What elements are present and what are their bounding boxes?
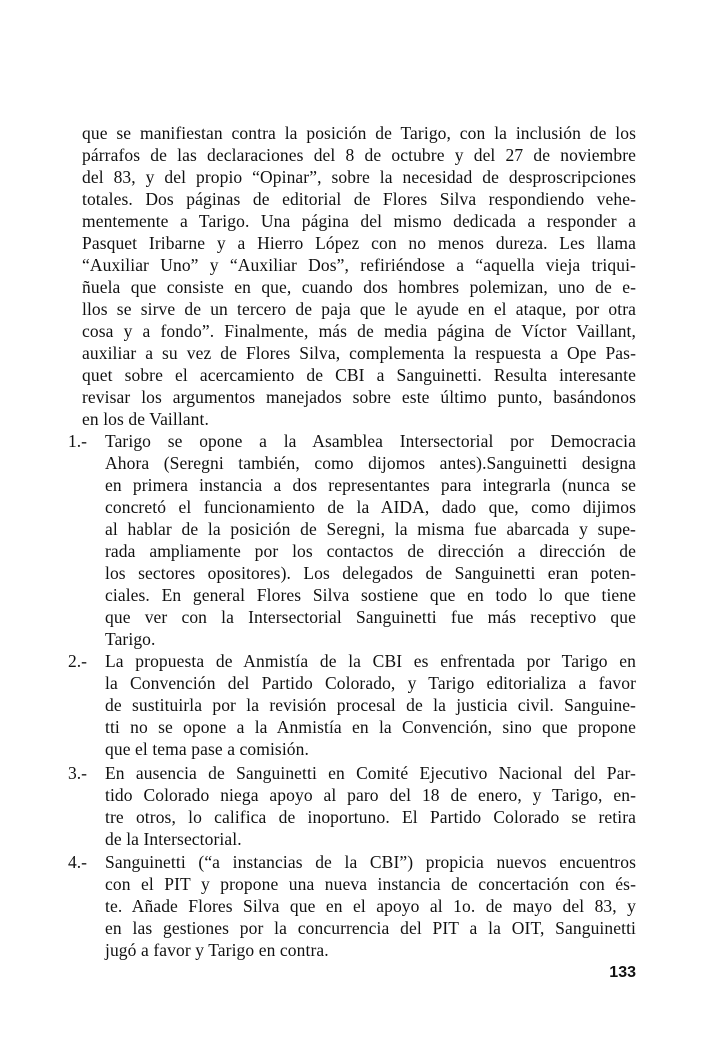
text-line: del 83, y del propio “Opinar”, sobre la necesidad de desproscripciones bbox=[82, 167, 636, 187]
text-line: párrafos de las declaraciones del 8 de octubre y del 27 de noviembre bbox=[82, 145, 636, 165]
text-line: revisar los argumentos manejados sobre este último punto, basándonos bbox=[82, 387, 636, 407]
text-line: tti no se opone a la Anmistía en la Convención, sino que propone bbox=[105, 717, 636, 737]
text-line: totales. Dos páginas de editorial de Flores Silva respondiendo vehe- bbox=[82, 189, 636, 209]
item-number: 4.- bbox=[68, 852, 87, 872]
text-line: tido Colorado niega apoyo al paro del 18 de enero, y Tarigo, en- bbox=[105, 785, 636, 805]
text-line: en primera instancia a dos representantes para integrarla (nunca se bbox=[105, 475, 636, 495]
text-line: de sustituirla por la revisión procesal de la justicia civil. Sanguine- bbox=[105, 695, 636, 715]
text-line: jugó a favor y Tarigo en contra. bbox=[105, 940, 329, 960]
item-number: 1.- bbox=[68, 431, 87, 451]
text-line: “Auxiliar Uno” y “Auxiliar Dos”, refiriéndose a “aquella vieja triqui- bbox=[82, 255, 636, 275]
text-line: al hablar de la posición de Seregni, la misma fue abarcada y supe- bbox=[105, 519, 636, 539]
text-line: Pasquet Iribarne y a Hierro López con no menos dureza. Les llama bbox=[82, 233, 636, 253]
page-number: 133 bbox=[609, 964, 636, 981]
item-number: 2.- bbox=[68, 651, 87, 671]
text-line: auxiliar a su vez de Flores Silva, complementa la respuesta a Ope Pas- bbox=[82, 343, 636, 363]
text-line: ciales. En general Flores Silva sostiene que en todo lo que tiene bbox=[105, 585, 636, 605]
text-line: los sectores opositores). Los delegados de Sanguinetti eran poten- bbox=[105, 563, 636, 583]
text-line: de la Intersectorial. bbox=[105, 829, 242, 849]
text-line: quet sobre el acercamiento de CBI a Sanguinetti. Resulta interesante bbox=[82, 365, 636, 385]
text-line: La propuesta de Anmistía de la CBI es enfrentada por Tarigo en bbox=[105, 651, 636, 671]
text-line: llos se sirve de un tercero de paja que le ayude en el ataque, por otra bbox=[82, 299, 636, 319]
text-line: que el tema pase a comisión. bbox=[105, 739, 309, 759]
text-line: la Convención del Partido Colorado, y Tarigo editorializa a favor bbox=[105, 673, 636, 693]
text-line: que ver con la Intersectorial Sanguinetti fue más receptivo que bbox=[105, 607, 636, 627]
text-line: tre otros, lo califica de inoportuno. El Partido Colorado se retira bbox=[105, 807, 636, 827]
text-line: Sanguinetti (“a instancias de la CBI”) propicia nuevos encuentros bbox=[105, 852, 636, 872]
text-line: mentemente a Tarigo. Una página del mismo dedicada a responder a bbox=[82, 211, 636, 231]
text-line: en las gestiones por la concurrencia del PIT a la OIT, Sanguinetti bbox=[105, 918, 636, 938]
text-line: concretó el funcionamiento de la AIDA, dado que, como dijimos bbox=[105, 497, 636, 517]
text-line: en los de Vaillant. bbox=[82, 409, 209, 429]
text-line: rada ampliamente por los contactos de dirección a dirección de bbox=[105, 541, 636, 561]
text-line: Tarigo. bbox=[105, 629, 156, 649]
text-line: que se manifiestan contra la posición de Tarigo, con la inclusión de los bbox=[82, 123, 636, 143]
text-line: te. Añade Flores Silva que en el apoyo al 1o. de mayo del 83, y bbox=[105, 896, 636, 916]
text-line: Ahora (Seregni también, como dijomos antes).Sanguinetti designa bbox=[105, 453, 636, 473]
text-line: con el PIT y propone una nueva instancia de concertación con és- bbox=[105, 874, 636, 894]
item-number: 3.- bbox=[68, 763, 87, 783]
text-line: ñuela que consiste en que, cuando dos hombres polemizan, uno de e- bbox=[82, 277, 636, 297]
text-line: cosa y a fondo”. Finalmente, más de media página de Víctor Vaillant, bbox=[82, 321, 636, 341]
text-line: Tarigo se opone a la Asamblea Intersectorial por Democracia bbox=[105, 431, 636, 451]
text-line: En ausencia de Sanguinetti en Comité Ejecutivo Nacional del Par- bbox=[105, 763, 636, 783]
